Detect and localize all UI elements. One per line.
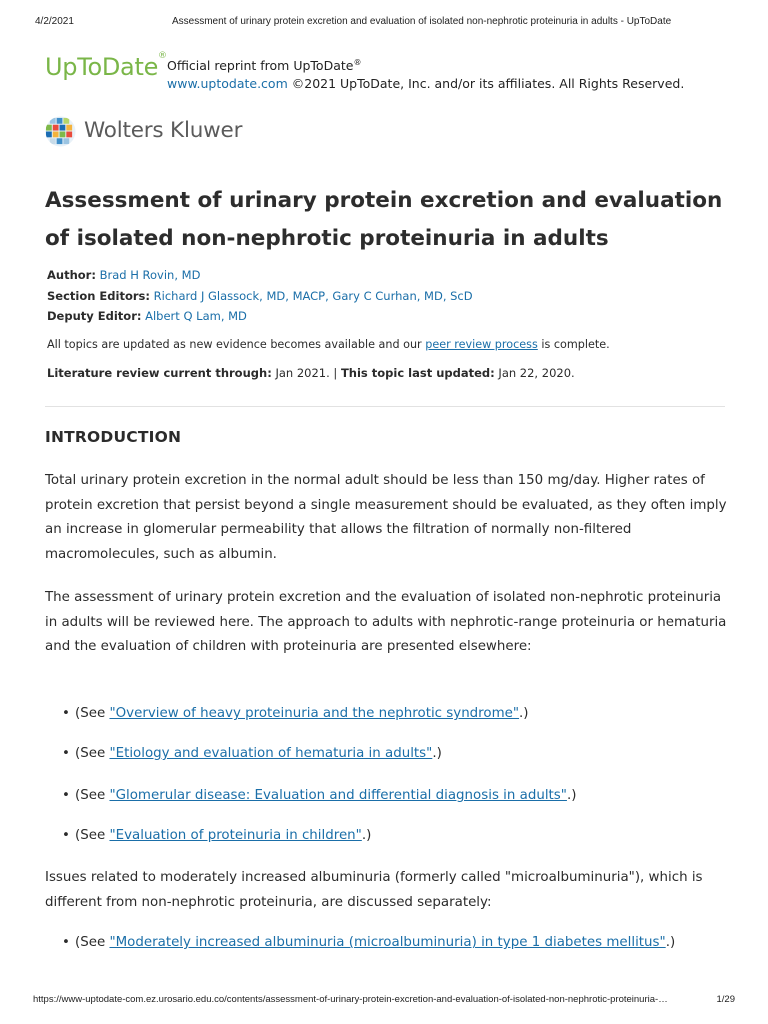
update-note: All topics are updated as new evidence becomes available and our peer review process is complete. bbox=[47, 338, 610, 351]
reprint-notice: Official reprint from UpToDate® www.uptodate.com ©2021 UpToDate, Inc. and/or its affiliates. All Rights Reserved. bbox=[167, 58, 685, 92]
list-item: • (See "Overview of heavy proteinuria and the nephrotic syndrome".) bbox=[62, 706, 529, 721]
section-editors-link[interactable]: Richard J Glassock, MD, MACP, Gary C Curhan, MD, ScD bbox=[153, 289, 473, 303]
intro-paragraph-1: Total urinary protein excretion in the normal adult should be less than 150 mg/day. Higher rates of protein excretion that persist beyond a single measurement should be evaluated, as they often imply an increase in glomerular permeability that allows the filtration of normally non-filtered macromolecules, such as albumin. bbox=[45, 473, 727, 562]
print-page-title: Assessment of urinary protein excretion and evaluation of isolated non-nephrotic proteinuria in adults - UpToDate bbox=[172, 16, 672, 27]
publisher-logo bbox=[45, 116, 345, 150]
introduction-heading: INTRODUCTION bbox=[45, 428, 182, 446]
author-link[interactable]: Brad H Rovin, MD bbox=[99, 268, 201, 282]
deputy-editor-label: Deputy Editor: bbox=[47, 309, 142, 323]
list-item: • (See "Etiology and evaluation of hematuria in adults".) bbox=[62, 746, 442, 761]
deputy-editor-line bbox=[47, 309, 247, 323]
see-link-heavy-proteinuria[interactable]: "Overview of heavy proteinuria and the nephrotic syndrome" bbox=[109, 706, 520, 721]
see-link-microalbuminuria[interactable]: "Moderately increased albuminuria (microalbuminuria) in type 1 diabetes mellitus" bbox=[109, 935, 666, 950]
copyright-text: ©2021 UpToDate, Inc. and/or its affiliates. All Rights Reserved. bbox=[287, 76, 685, 92]
print-url: https://www-uptodate-com.ez.urosario.edu.co/contents/assessment-of-urinary-protein-excretion-and-evaluation-of-isolated-non-nephrotic-proteinuria-… bbox=[33, 994, 668, 1005]
section-editors-line bbox=[47, 289, 473, 303]
page-number: 1/29 bbox=[716, 994, 735, 1005]
print-footer bbox=[0, 994, 768, 1008]
print-header bbox=[0, 16, 768, 30]
brand-row bbox=[45, 53, 745, 93]
intro-paragraph-2: The assessment of urinary protein excretion and the evaluation of isolated non-nephrotic proteinuria in adults will be reviewed here. The approach to adults with nephrotic-range proteinuria or hematuria and the evaluation of children with proteinuria are presented elsewhere: bbox=[45, 590, 727, 654]
print-date: 4/2/2021 bbox=[35, 16, 74, 27]
deputy-editor-link[interactable]: Albert Q Lam, MD bbox=[145, 309, 247, 323]
review-dates: Literature review current through: Jan 2021. | This topic last updated: Jan 22, 2020. bbox=[47, 366, 575, 380]
list-item: • (See "Glomerular disease: Evaluation and differential diagnosis in adults".) bbox=[62, 788, 577, 803]
peer-review-link[interactable]: peer review process bbox=[425, 338, 538, 351]
author-line bbox=[47, 268, 200, 282]
article-title: Assessment of urinary protein excretion and evaluation of isolated non-nephrotic proteinuria in adults bbox=[45, 188, 723, 251]
author-label: Author: bbox=[47, 268, 96, 282]
section-divider bbox=[45, 406, 725, 407]
publisher-name: Wolters Kluwer bbox=[84, 118, 243, 143]
list-item: • (See "Evaluation of proteinuria in children".) bbox=[62, 828, 372, 843]
uptodate-logo: UpToDate® bbox=[45, 51, 167, 81]
section-editors-label: Section Editors: bbox=[47, 289, 150, 303]
see-link-hematuria[interactable]: "Etiology and evaluation of hematuria in adults" bbox=[109, 746, 433, 761]
uptodate-site-link[interactable]: www.uptodate.com bbox=[167, 76, 288, 92]
intro-paragraph-3: Issues related to moderately increased albuminuria (formerly called "microalbuminuria"), which is different from non-nephrotic proteinuria, are discussed separately: bbox=[45, 870, 703, 910]
see-link-proteinuria-children[interactable]: "Evaluation of proteinuria in children" bbox=[109, 828, 362, 843]
wolters-kluwer-globe-icon bbox=[45, 116, 76, 147]
list-item: • (See "Moderately increased albuminuria (microalbuminuria) in type 1 diabetes mellitus".) bbox=[62, 935, 676, 950]
see-link-glomerular-disease[interactable]: "Glomerular disease: Evaluation and differential diagnosis in adults" bbox=[109, 788, 567, 803]
